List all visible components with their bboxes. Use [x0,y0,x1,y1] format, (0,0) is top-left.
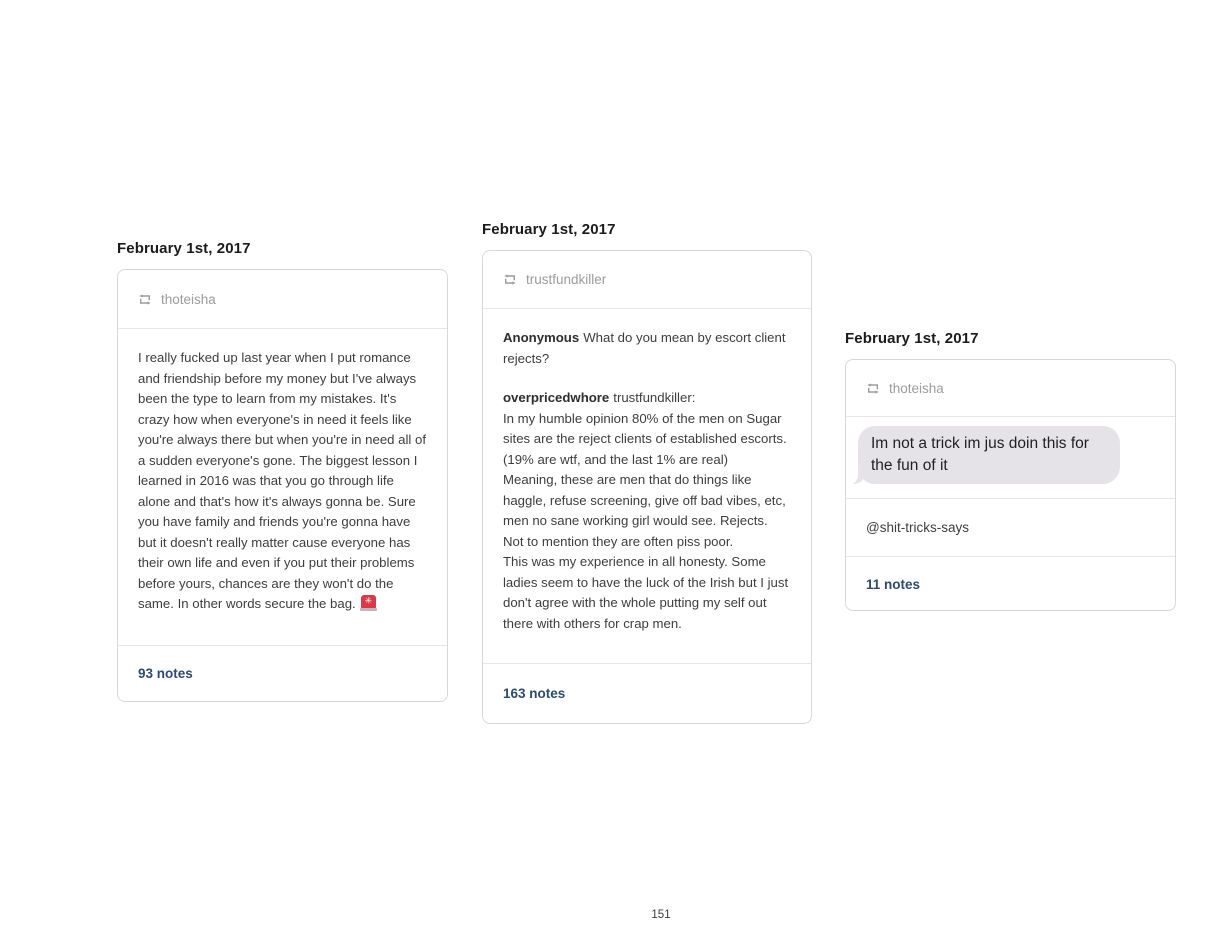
answer-text-block: Meaning, these are men that do things like haggle, refuse screening, give off bad vibes, etc, men no sane working girl would see. Rejects. Not to mention they are often piss poor. [503,472,786,549]
ask-author: Anonymous [503,330,580,345]
siren-star-glyph: ✳ [364,596,372,607]
answer-source-handle: trustfundkiller: [613,390,696,405]
reblog-icon [866,383,880,394]
answer-text-block: This was my experience in all honesty. Some ladies seem to have the luck of the Irish but I just don't agree with the whole putting my self out there with others for crap men. [503,554,789,631]
post-card [482,250,812,724]
notes-link[interactable]: 11 notes [866,577,921,592]
chat-screenshot-section [846,416,1175,498]
post-card-trustfundkiller-ask [482,221,812,724]
ask-question-text: What do you mean by escort client rejects? [503,330,786,366]
ask-answer [503,388,791,409]
post-header [483,251,811,308]
post-card [845,359,1176,611]
post-header [118,270,447,328]
page-number: 151 [651,909,671,921]
rotating-light-emoji [361,595,376,610]
notes-link[interactable]: 163 notes [503,686,566,701]
post-footer [846,556,1175,611]
reblog-icon [503,274,517,285]
post-card-thoteisha-text [117,240,448,702]
post-body [483,308,811,663]
post-date: February 1st, 2017 [482,221,616,238]
mention-handle[interactable]: @shit-tricks-says [866,520,969,535]
post-card [117,269,448,702]
reblogged-username: thoteisha [889,380,944,396]
post-date: February 1st, 2017 [117,240,251,257]
imessage-bubble-text: Im not a trick im jus doin this for the fun of it [871,435,1089,474]
ask-question [503,328,791,369]
post-footer [118,645,447,701]
post-footer [483,663,811,723]
imessage-bubble [858,426,1120,484]
post-header [846,360,1175,416]
post-body [118,328,447,645]
notes-link[interactable]: 93 notes [138,666,193,681]
post-date: February 1st, 2017 [845,330,979,347]
mention-section [846,498,1175,556]
post-text-paragraph [138,348,427,615]
post-card-thoteisha-chat [845,330,1176,611]
post-text: I really fucked up last year when I put romance and friendship before my money but I've always been the type to learn from my mistakes. It's crazy how when everyone's in need it feels like you're always there but when you're in need all of a sudden everyone's gone. The biggest lesson I learned in 2016 was that you go through life alone and that's how it's always gonna be. Sure you have family and friends you're gonna have but it doesn't really matter cause everyone has their own life and even if you put their problems before yours, chances are they won't do the same. In other words secure the bag. [138,350,427,611]
reblog-icon [138,294,152,305]
answer-author: overpricedwhore [503,390,610,405]
reblogged-username: trustfundkiller [526,272,607,287]
answer-text-block: In my humble opinion 80% of the men on Sugar sites are the reject clients of established escorts. (19% are wtf, and the last 1% are real) [503,410,787,467]
reblogged-username: thoteisha [161,291,216,307]
